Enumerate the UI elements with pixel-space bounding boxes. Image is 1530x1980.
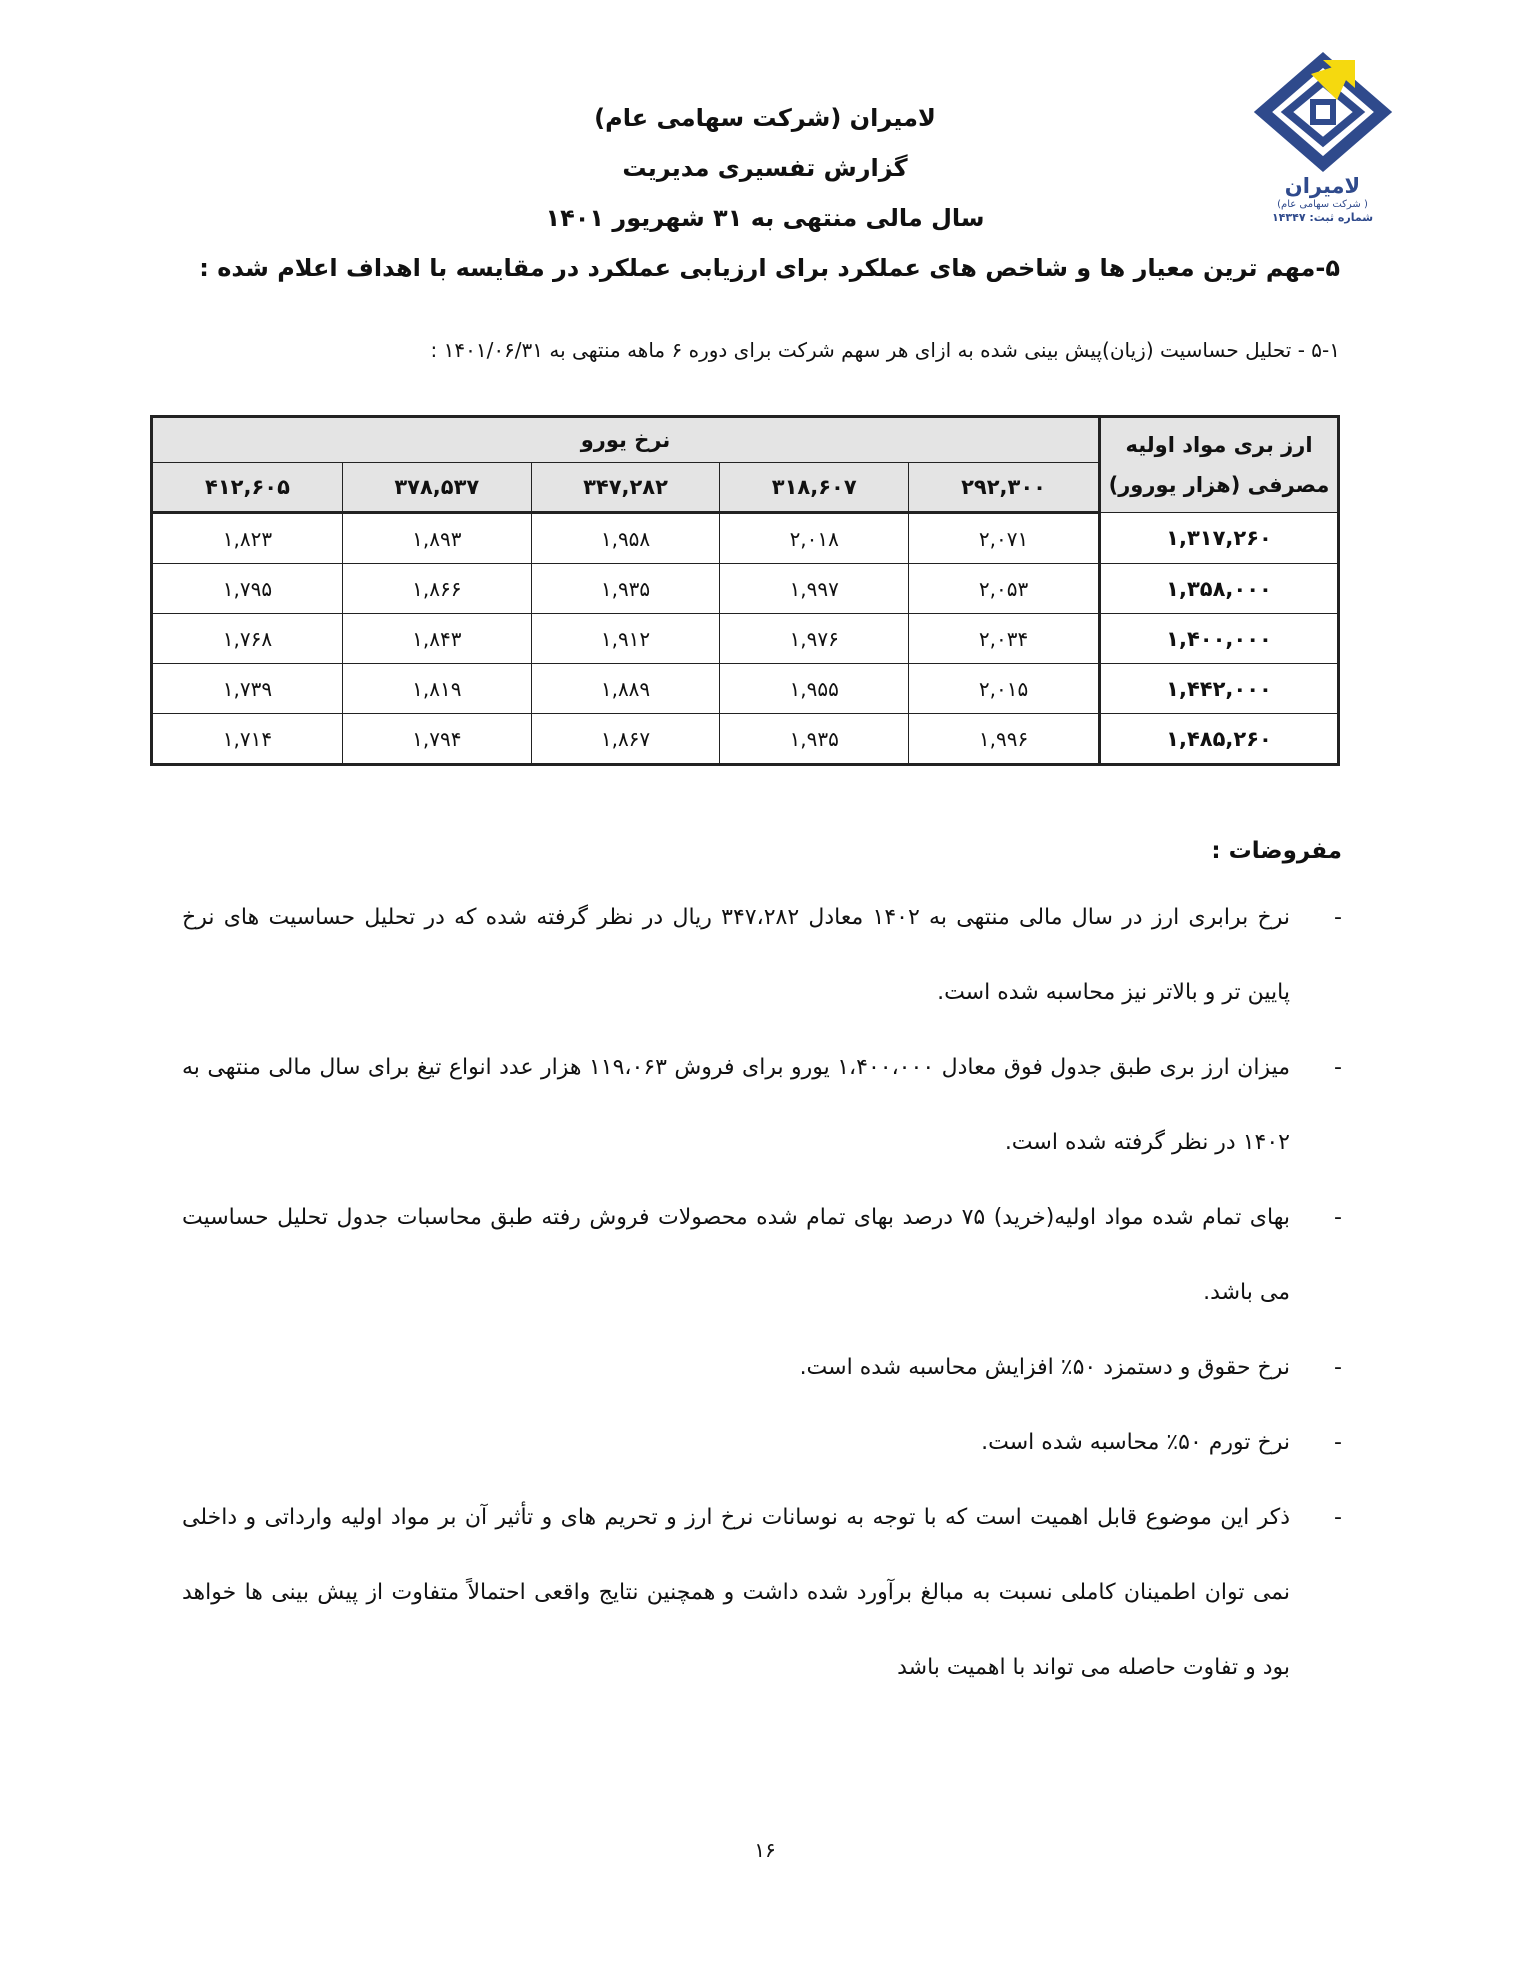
table-row <box>152 564 1339 614</box>
dash-bullet-icon: - <box>1334 1430 1342 1455</box>
subsection-heading: ۵-۱ - تحلیل حساسیت (زیان)پیش بینی شده به ازای هر سهم شرکت برای دوره ۶ ماهه منتهی به ۱۴۰۱/۰۶/۳۱ : <box>430 338 1340 362</box>
assumption-text: نرخ حقوق و دستمزد ۵۰٪ افزایش محاسبه شده است. <box>799 1355 1290 1380</box>
table-cell: ۲,۰۱۸ <box>720 513 909 564</box>
dash-bullet-icon: - <box>1334 1205 1342 1230</box>
assumption-text: ذکر این موضوع قابل اهمیت است که با توجه به نوسانات نرخ ارز و تحریم های و تأثیر آن بر مواد اولیه وارداتی و داخلی نمی توان اطمینان کاملی نسبت به مبالغ برآورد شده داشت و همچنین نتایج واقعی احتمالاً متفاوت از پیش بینی ها خواهد بود و تفاوت حاصله می تواند با اهمیت باشد <box>182 1505 1290 1680</box>
list-item <box>182 1330 1342 1405</box>
table-row <box>152 614 1339 664</box>
sensitivity-table-wrapper <box>150 415 1340 766</box>
table-cell: ۱,۸۲۳ <box>152 513 343 564</box>
assumption-text: بهای تمام شده مواد اولیه(خرید) ۷۵ درصد بهای تمام شده محصولات فروش رفته طبق محاسبات جدول تحلیل حساسیت می باشد. <box>182 1205 1290 1305</box>
rate-header: ۳۴۷,۲۸۲ <box>531 463 720 513</box>
assumption-text: نرخ تورم ۵۰٪ محاسبه شده است. <box>981 1430 1290 1455</box>
table-cell: ۱,۸۹۳ <box>342 513 531 564</box>
table-row <box>152 513 1339 564</box>
row-key: ۱,۳۵۸,۰۰۰ <box>1100 564 1339 614</box>
list-item <box>182 1480 1342 1705</box>
table-cell: ۱,۹۵۸ <box>531 513 720 564</box>
table-cell: ۱,۷۱۴ <box>152 714 343 765</box>
table-cell: ۱,۹۹۶ <box>909 714 1100 765</box>
assumptions-list <box>182 880 1342 1705</box>
report-title: گزارش تفسیری مدیریت <box>622 154 908 182</box>
logo-registration: شماره ثبت: ۱۴۳۴۷ <box>1271 211 1374 224</box>
euro-rate-group-header: نرخ یورو <box>152 417 1100 463</box>
table-row <box>152 714 1339 765</box>
table-cell: ۱,۷۹۵ <box>152 564 343 614</box>
table-cell: ۲,۰۷۱ <box>909 513 1100 564</box>
rate-header: ۲۹۲,۳۰۰ <box>909 463 1100 513</box>
dash-bullet-icon: - <box>1334 1055 1342 1080</box>
dash-bullet-icon: - <box>1334 905 1342 930</box>
row-key: ۱,۴۸۵,۲۶۰ <box>1100 714 1339 765</box>
period-title: سال مالی منتهی به ۳۱ شهریور ۱۴۰۱ <box>545 204 985 232</box>
assumption-text: نرخ برابری ارز در سال مالی منتهی به ۱۴۰۲ معادل ۳۴۷،۲۸۲ ریال در نظر گرفته شده که در تحلیل حساسیت های نرخ پایین تر و بالاتر نیز محاسبه شده است. <box>182 905 1290 1005</box>
dash-bullet-icon: - <box>1334 1355 1342 1380</box>
table-cell: ۲,۰۱۵ <box>909 664 1100 714</box>
section-heading: ۵-مهم ترین معیار ها و شاخص های عملکرد برای ارزیابی عملکرد در مقایسه با اهداف اعلام شده : <box>199 254 1340 282</box>
table-cell: ۱,۷۳۹ <box>152 664 343 714</box>
table-row <box>152 664 1339 714</box>
table-cell: ۱,۹۳۵ <box>720 714 909 765</box>
table-cell: ۲,۰۵۳ <box>909 564 1100 614</box>
table-cell: ۱,۹۵۵ <box>720 664 909 714</box>
table-cell: ۱,۹۷۶ <box>720 614 909 664</box>
table-cell: ۱,۸۶۶ <box>342 564 531 614</box>
company-title: لامیران (شرکت سهامی عام) <box>594 104 936 132</box>
table-cell: ۱,۸۶۷ <box>531 714 720 765</box>
table-cell: ۱,۸۱۹ <box>342 664 531 714</box>
table-cell: ۱,۹۹۷ <box>720 564 909 614</box>
table-cell: ۱,۹۱۲ <box>531 614 720 664</box>
row-header: ارز بری مواد اولیه مصرفی (هزار یورور) <box>1100 417 1339 513</box>
logo-name: لامیران <box>1284 174 1361 198</box>
row-key: ۱,۴۰۰,۰۰۰ <box>1100 614 1339 664</box>
table-cell: ۱,۸۴۳ <box>342 614 531 664</box>
rate-header: ۴۱۲,۶۰۵ <box>152 463 343 513</box>
assumptions-title: مفروضات : <box>1211 838 1342 864</box>
sensitivity-table <box>150 415 1340 766</box>
page-number: ۱۶ <box>754 1838 776 1862</box>
logo-subtitle: ( شرکت سهامی عام) <box>1277 199 1368 210</box>
table-cell: ۲,۰۳۴ <box>909 614 1100 664</box>
rate-header: ۳۷۸,۵۳۷ <box>342 463 531 513</box>
table-cell: ۱,۸۸۹ <box>531 664 720 714</box>
table-cell: ۱,۷۹۴ <box>342 714 531 765</box>
row-key: ۱,۴۴۲,۰۰۰ <box>1100 664 1339 714</box>
report-header <box>0 93 1530 243</box>
table-cell: ۱,۹۳۵ <box>531 564 720 614</box>
list-item <box>182 880 1342 1030</box>
list-item <box>182 1030 1342 1180</box>
table-cell: ۱,۷۶۸ <box>152 614 343 664</box>
row-key: ۱,۳۱۷,۲۶۰ <box>1100 513 1339 564</box>
rate-header: ۳۱۸,۶۰۷ <box>720 463 909 513</box>
list-item <box>182 1405 1342 1480</box>
assumption-text: میزان ارز بری طبق جدول فوق معادل ۱،۴۰۰،۰۰۰ یورو برای فروش ۱۱۹،۰۶۳ هزار عدد انواع تیغ برای سال مالی منتهی به ۱۴۰۲ در نظر گرفته شده است. <box>182 1055 1291 1155</box>
list-item <box>182 1180 1342 1330</box>
dash-bullet-icon: - <box>1334 1505 1342 1530</box>
